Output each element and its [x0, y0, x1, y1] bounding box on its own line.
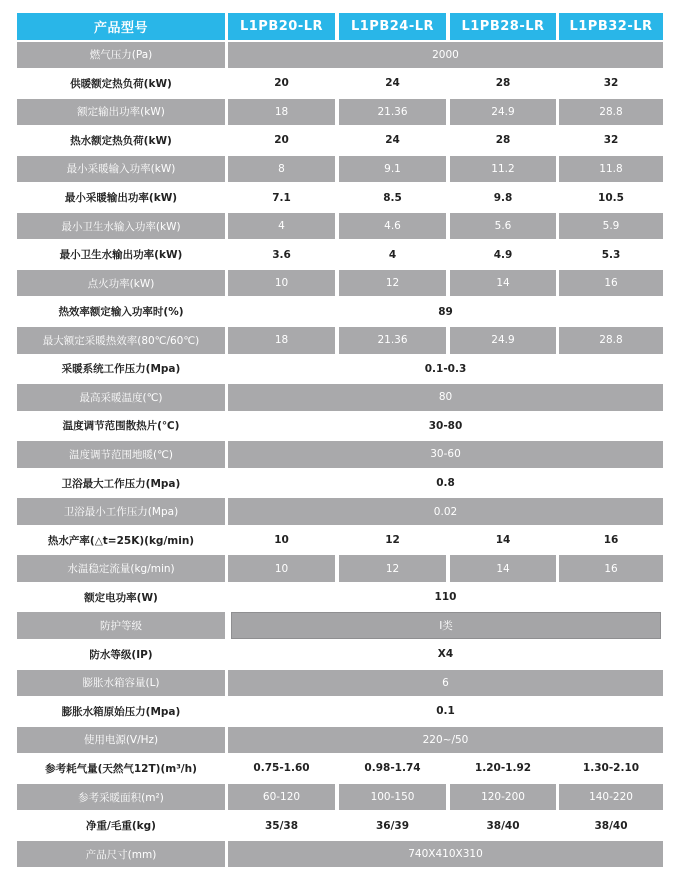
row-value-model-2: 12	[339, 270, 446, 297]
row-value-model-3: 24.9	[450, 327, 556, 354]
row-label: 最小卫生水输入功率(kW)	[17, 213, 225, 240]
row-value-model-2: 21.36	[339, 99, 446, 126]
row-label: 额定电功率(W)	[17, 584, 225, 611]
table-row	[17, 69, 663, 98]
row-value-model-1: 10	[228, 555, 335, 582]
row-value-model-3: 14	[450, 555, 556, 582]
row-label: 供暖额定热负荷(kW)	[17, 70, 225, 97]
table-row	[17, 412, 663, 441]
row-value-model-4: 38/40	[559, 812, 663, 839]
table-row	[17, 469, 663, 498]
row-value-all-models: 2000	[228, 42, 663, 69]
row-value-model-1: 18	[228, 327, 335, 354]
row-value-model-3: 28	[450, 70, 556, 97]
row-value-all-models: 30-60	[228, 441, 663, 468]
row-label: 防水等级(IP)	[17, 641, 225, 668]
table-header-row	[17, 12, 663, 41]
row-value-model-1: 4	[228, 213, 335, 240]
row-value-model-2: 100-150	[339, 784, 446, 811]
row-label: 防护等级	[17, 612, 225, 639]
header-model-3: L1PB28-LR	[450, 13, 556, 40]
row-value-model-1: 60-120	[228, 784, 335, 811]
table-row	[17, 583, 663, 612]
row-value-model-4: 32	[559, 127, 663, 154]
row-value-model-4: 16	[559, 527, 663, 554]
row-value-model-4: 28.8	[559, 99, 663, 126]
row-value-model-4: 16	[559, 555, 663, 582]
row-value-model-2: 24	[339, 70, 446, 97]
row-value-model-1: 0.75-1.60	[228, 755, 335, 782]
row-label: 热水额定热负荷(kW)	[17, 127, 225, 154]
table-row	[17, 811, 663, 840]
table-row	[17, 554, 663, 583]
row-label: 最小卫生水输出功率(kW)	[17, 241, 225, 268]
row-value-all-models: 740X410X310	[228, 841, 663, 868]
row-value-model-4: 16	[559, 270, 663, 297]
table-row	[17, 497, 663, 526]
row-value-model-4: 5.9	[559, 213, 663, 240]
table-row	[17, 726, 663, 755]
row-value-model-1: 10	[228, 270, 335, 297]
row-value-model-3: 14	[450, 270, 556, 297]
row-value-all-models: 0.1-0.3	[228, 356, 663, 383]
row-label: 点火功率(kW)	[17, 270, 225, 297]
row-value-model-1: 18	[228, 99, 335, 126]
row-value-model-3: 24.9	[450, 99, 556, 126]
row-value-all-models: 0.8	[228, 470, 663, 497]
table-row	[17, 840, 663, 869]
header-model-4: L1PB32-LR	[559, 13, 663, 40]
header-model-2: L1PB24-LR	[339, 13, 446, 40]
row-value-model-2: 36/39	[339, 812, 446, 839]
table-row	[17, 754, 663, 783]
row-value-model-2: 12	[339, 555, 446, 582]
spec-table	[17, 12, 663, 868]
row-value-model-4: 28.8	[559, 327, 663, 354]
row-label: 膨胀水箱容量(L)	[17, 670, 225, 697]
row-label: 最小采暖输出功率(kW)	[17, 184, 225, 211]
row-value-model-3: 9.8	[450, 184, 556, 211]
row-value-model-2: 12	[339, 527, 446, 554]
row-value-model-3: 5.6	[450, 213, 556, 240]
row-label: 温度调节范围散热片(℃)	[17, 413, 225, 440]
row-value-model-4: 140-220	[559, 784, 663, 811]
table-row	[17, 383, 663, 412]
row-label: 膨胀水箱原始压力(Mpa)	[17, 698, 225, 725]
table-row	[17, 440, 663, 469]
table-row	[17, 183, 663, 212]
table-row	[17, 326, 663, 355]
table-row	[17, 98, 663, 127]
row-label: 净重/毛重(kg)	[17, 812, 225, 839]
row-label: 卫浴最小工作压力(Mpa)	[17, 498, 225, 525]
table-row	[17, 669, 663, 698]
row-value-model-1: 10	[228, 527, 335, 554]
row-value-model-1: 3.6	[228, 241, 335, 268]
row-value-all-models: 89	[228, 298, 663, 325]
row-value-model-4: 32	[559, 70, 663, 97]
row-label: 水温稳定流量(kg/min)	[17, 555, 225, 582]
row-value-model-3: 1.20-1.92	[450, 755, 556, 782]
row-label: 采暖系统工作压力(Mpa)	[17, 356, 225, 383]
table-row	[17, 640, 663, 669]
table-row	[17, 783, 663, 812]
row-value-all-models: 0.1	[228, 698, 663, 725]
row-value-model-4: 1.30-2.10	[559, 755, 663, 782]
row-value-all-models: 30-80	[228, 413, 663, 440]
row-label: 最大额定采暖热效率(80℃/60℃)	[17, 327, 225, 354]
row-value-model-3: 14	[450, 527, 556, 554]
row-label: 热水产率(△t=25K)(kg/min)	[17, 527, 225, 554]
row-value-model-2: 8.5	[339, 184, 446, 211]
row-label: 热效率额定输入功率时(%)	[17, 298, 225, 325]
table-row	[17, 212, 663, 241]
row-label: 产品尺寸(mm)	[17, 841, 225, 868]
row-value-all-models: 80	[228, 384, 663, 411]
header-model-1: L1PB20-LR	[228, 13, 335, 40]
row-value-model-4: 10.5	[559, 184, 663, 211]
row-value-all-models: 6	[228, 670, 663, 697]
row-value-model-3: 11.2	[450, 156, 556, 183]
table-row	[17, 41, 663, 70]
row-value-model-3: 4.9	[450, 241, 556, 268]
table-body	[17, 41, 663, 869]
table-row	[17, 355, 663, 384]
table-row	[17, 297, 663, 326]
table-row	[17, 155, 663, 184]
table-row	[17, 526, 663, 555]
row-value-all-models: 0.02	[228, 498, 663, 525]
row-value-model-1: 20	[228, 127, 335, 154]
row-value-model-2: 21.36	[339, 327, 446, 354]
row-value-model-3: 120-200	[450, 784, 556, 811]
table-row	[17, 269, 663, 298]
row-value-model-2: 24	[339, 127, 446, 154]
row-value-model-4: 11.8	[559, 156, 663, 183]
row-label: 参考采暖面积(m²)	[17, 784, 225, 811]
table-row	[17, 611, 663, 640]
table-row	[17, 126, 663, 155]
row-label: 温度调节范围地暖(℃)	[17, 441, 225, 468]
row-label: 卫浴最大工作压力(Mpa)	[17, 470, 225, 497]
row-value-model-2: 4	[339, 241, 446, 268]
row-label: 参考耗气量(天然气12T)(m³/h)	[17, 755, 225, 782]
row-value-model-4: 5.3	[559, 241, 663, 268]
row-value-model-1: 7.1	[228, 184, 335, 211]
row-value-model-3: 38/40	[450, 812, 556, 839]
row-value-all-models: I类	[231, 612, 661, 639]
row-value-all-models: X4	[228, 641, 663, 668]
row-label: 燃气压力(Pa)	[17, 42, 225, 69]
row-value-model-1: 20	[228, 70, 335, 97]
row-value-model-2: 9.1	[339, 156, 446, 183]
row-value-model-1: 35/38	[228, 812, 335, 839]
row-value-all-models: 220~/50	[228, 727, 663, 754]
table-row	[17, 697, 663, 726]
row-label: 使用电源(V/Hz)	[17, 727, 225, 754]
header-label: 产品型号	[17, 13, 225, 40]
row-label: 最小采暖输入功率(kW)	[17, 156, 225, 183]
row-value-model-1: 8	[228, 156, 335, 183]
row-value-model-2: 4.6	[339, 213, 446, 240]
row-value-model-2: 0.98-1.74	[339, 755, 446, 782]
table-row	[17, 240, 663, 269]
row-label: 额定输出功率(kW)	[17, 99, 225, 126]
row-label: 最高采暖温度(℃)	[17, 384, 225, 411]
row-value-all-models: 110	[228, 584, 663, 611]
row-value-model-3: 28	[450, 127, 556, 154]
